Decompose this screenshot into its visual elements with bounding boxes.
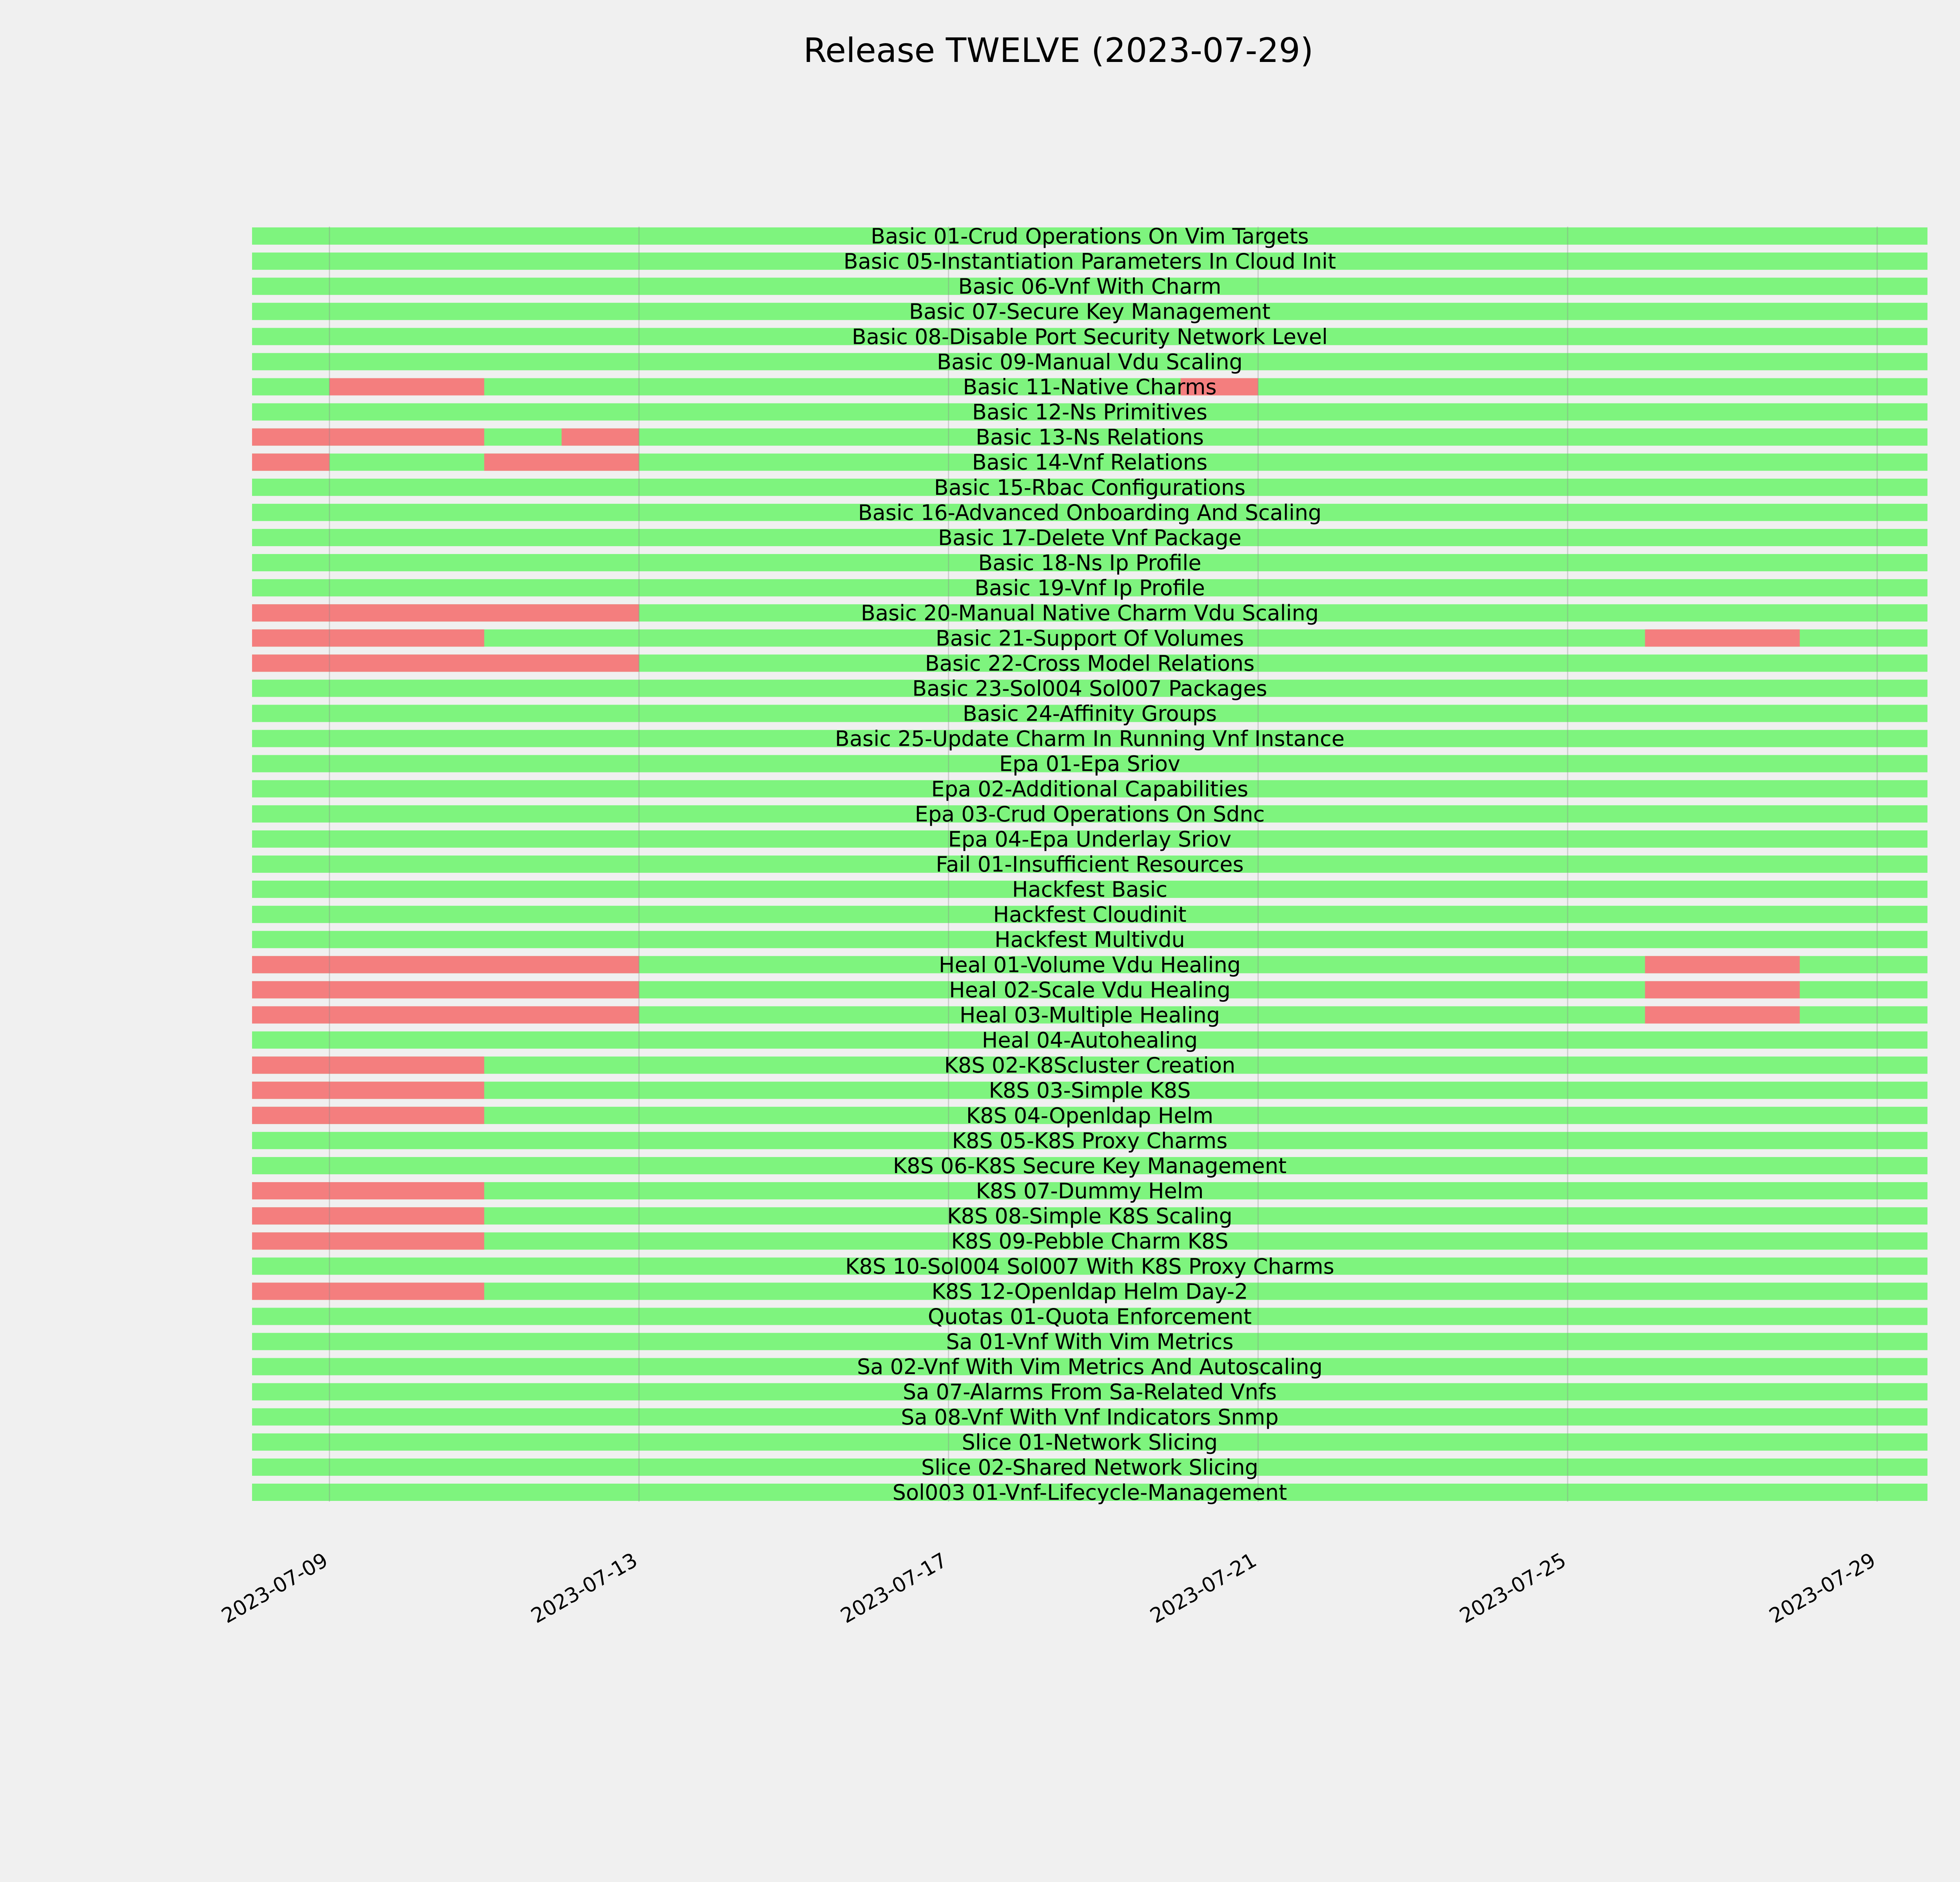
test-label: Basic 12-Ns Primitives xyxy=(972,400,1207,425)
failure-segment xyxy=(1645,1006,1800,1023)
test-label: Epa 01-Epa Sriov xyxy=(999,751,1180,776)
test-label: Basic 13-Ns Relations xyxy=(975,425,1204,450)
failure-segment xyxy=(252,1207,484,1224)
test-label: K8S 10-Sol004 Sol007 With K8S Proxy Charms xyxy=(845,1254,1334,1279)
test-label: Basic 22-Cross Model Relations xyxy=(925,651,1255,676)
test-label: Hackfest Basic xyxy=(1012,877,1168,902)
test-label: Basic 19-Vnf Ip Profile xyxy=(975,576,1205,601)
x-tick-label: 2023-07-09 xyxy=(218,1548,332,1628)
test-label: K8S 05-K8S Proxy Charms xyxy=(952,1128,1228,1153)
x-tick-label: 2023-07-25 xyxy=(1455,1548,1570,1628)
test-label: Slice 02-Shared Network Slicing xyxy=(921,1455,1258,1480)
test-label: K8S 06-K8S Secure Key Management xyxy=(893,1153,1287,1178)
test-label: Epa 02-Additional Capabilities xyxy=(931,776,1249,801)
test-label: Basic 17-Delete Vnf Package xyxy=(938,525,1242,550)
x-tick-label: 2023-07-17 xyxy=(837,1548,951,1628)
test-label: Hackfest Multivdu xyxy=(995,927,1185,952)
test-label: Basic 11-Native Charms xyxy=(963,374,1217,400)
test-label: Sa 08-Vnf With Vnf Indicators Snmp xyxy=(901,1404,1279,1430)
failure-segment xyxy=(1645,981,1800,998)
test-label: Basic 07-Secure Key Management xyxy=(909,299,1270,324)
x-tick-label: 2023-07-13 xyxy=(527,1548,642,1628)
test-label: K8S 03-Simple K8S xyxy=(989,1078,1191,1103)
test-label: Basic 20-Manual Native Charm Vdu Scaling xyxy=(861,601,1319,626)
failure-segment xyxy=(252,1182,484,1199)
test-label: Basic 05-Instantiation Parameters In Cloud Init xyxy=(843,249,1336,274)
failure-segment xyxy=(1645,629,1800,647)
failure-segment xyxy=(252,1107,484,1124)
failure-segment xyxy=(252,654,639,672)
test-label: Heal 04-Autohealing xyxy=(982,1028,1198,1053)
test-label: Sol003 01-Vnf-Lifecycle-Management xyxy=(892,1480,1287,1505)
failure-segment xyxy=(252,629,484,647)
failure-segment xyxy=(484,454,639,471)
failure-segment xyxy=(252,1082,484,1099)
failure-segment xyxy=(1645,956,1800,973)
test-label: Basic 15-Rbac Configurations xyxy=(934,475,1246,500)
failure-segment xyxy=(252,981,639,998)
test-label: K8S 04-Openldap Helm xyxy=(966,1103,1214,1128)
test-label: Basic 09-Manual Vdu Scaling xyxy=(937,349,1243,374)
failure-segment xyxy=(252,1283,484,1300)
failure-segment xyxy=(252,604,639,621)
test-label: K8S 12-Openldap Helm Day-2 xyxy=(931,1279,1248,1304)
test-label: Basic 06-Vnf With Charm xyxy=(958,274,1221,299)
test-label: Fail 01-Insufficient Resources xyxy=(936,852,1244,877)
test-label: Quotas 01-Quota Enforcement xyxy=(927,1304,1252,1329)
x-tick-label: 2023-07-29 xyxy=(1765,1548,1880,1628)
test-label: Epa 04-Epa Underlay Sriov xyxy=(948,827,1232,852)
test-label: Basic 16-Advanced Onboarding And Scaling xyxy=(858,500,1322,525)
failure-segment xyxy=(252,1232,484,1250)
test-label: Basic 01-Crud Operations On Vim Targets xyxy=(871,224,1309,249)
test-label: Sa 07-Alarms From Sa-Related Vnfs xyxy=(902,1379,1277,1404)
test-label: Basic 23-Sol004 Sol007 Packages xyxy=(912,676,1267,701)
test-label: Basic 25-Update Charm In Running Vnf Instance xyxy=(835,726,1345,751)
test-label: Basic 18-Ns Ip Profile xyxy=(978,550,1201,576)
x-axis-ticks xyxy=(218,1548,1880,1628)
chart-title: Release TWELVE (2023-07-29) xyxy=(803,31,1314,70)
test-label: Basic 08-Disable Port Security Network Level xyxy=(851,324,1328,349)
test-label: Basic 21-Support Of Volumes xyxy=(935,626,1244,651)
failure-segment xyxy=(252,454,329,471)
failure-segment xyxy=(252,1006,639,1023)
test-label: K8S 08-Simple K8S Scaling xyxy=(947,1204,1232,1229)
failure-segment xyxy=(562,429,639,446)
test-label: Heal 01-Volume Vdu Healing xyxy=(938,952,1241,977)
test-label: Basic 24-Affinity Groups xyxy=(962,701,1217,726)
test-label: Sa 01-Vnf With Vim Metrics xyxy=(946,1329,1234,1354)
failure-segment xyxy=(252,1057,484,1074)
test-label: Slice 01-Network Slicing xyxy=(962,1430,1218,1455)
test-label: K8S 02-K8Scluster Creation xyxy=(944,1053,1236,1078)
test-label: Heal 02-Scale Vdu Healing xyxy=(949,977,1230,1003)
test-label: K8S 09-Pebble Charm K8S xyxy=(951,1229,1229,1254)
failure-segment xyxy=(252,956,639,973)
test-label: Sa 02-Vnf With Vim Metrics And Autoscaling xyxy=(857,1354,1323,1379)
test-label: Basic 14-Vnf Relations xyxy=(972,450,1208,475)
test-label: Hackfest Cloudinit xyxy=(993,902,1187,927)
test-label: Epa 03-Crud Operations On Sdnc xyxy=(915,801,1265,827)
test-label: Heal 03-Multiple Healing xyxy=(959,1003,1220,1028)
test-label: K8S 07-Dummy Helm xyxy=(976,1179,1204,1204)
failure-segment xyxy=(252,429,484,446)
x-tick-label: 2023-07-21 xyxy=(1146,1548,1261,1628)
failure-segment xyxy=(329,378,484,395)
